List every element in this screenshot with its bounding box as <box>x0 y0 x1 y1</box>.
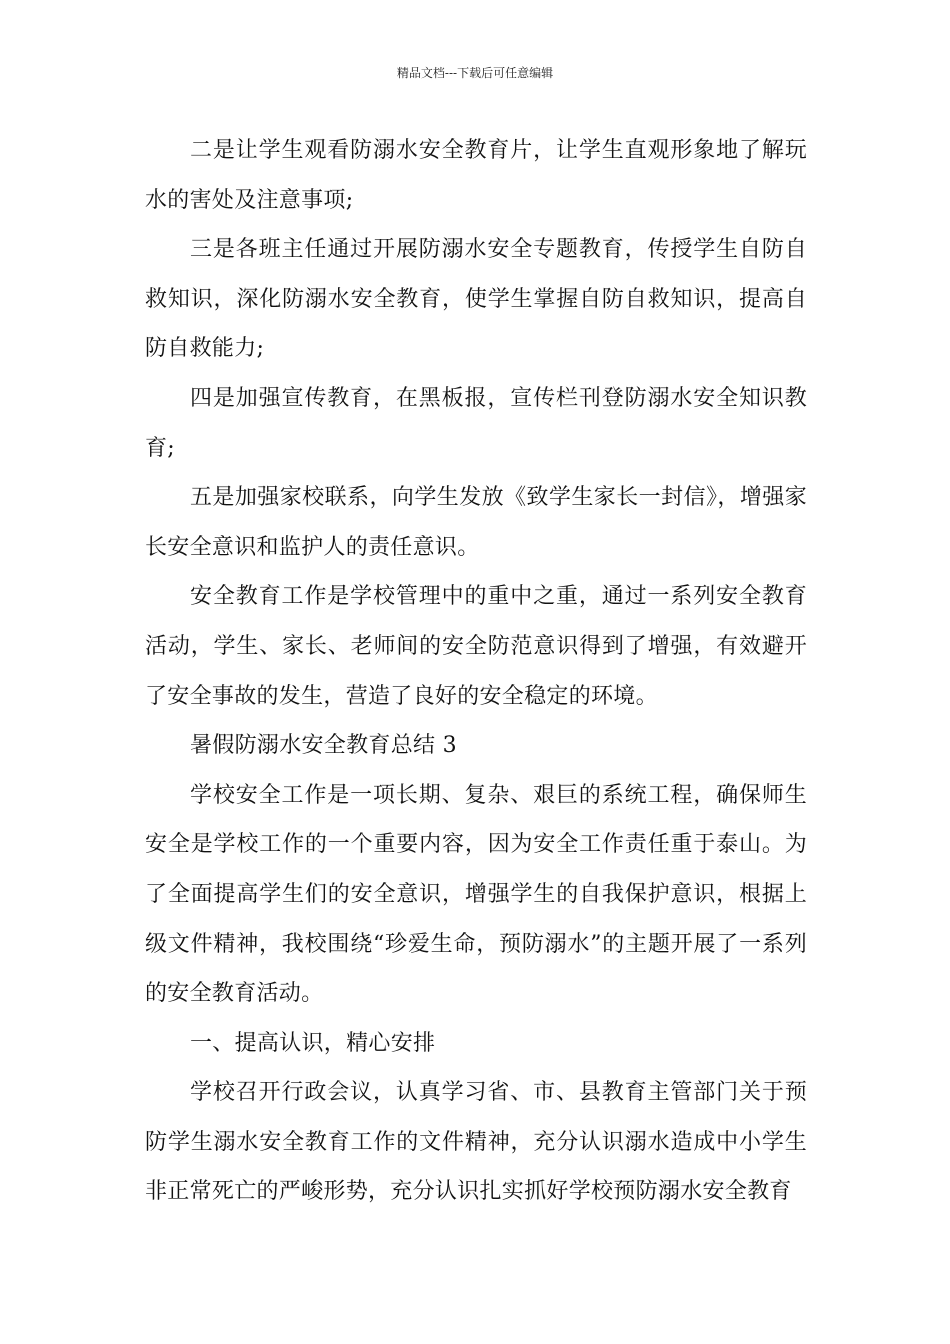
paragraph: 学校召开行政会议，认真学习省、市、县教育主管部门关于预防学生溺水安全教育工作的文件精神，充分认识溺水造成中小学生非正常死亡的严峻形势，充分认识扎实抓好学校预防溺水安全教育 <box>145 1080 807 1205</box>
document-body <box>145 126 807 1217</box>
paragraph: 二是让学生观看防溺水安全教育片，让学生直观形象地了解玩水的害处及注意事项; <box>145 138 807 213</box>
paragraph: 学校安全工作是一项长期、复杂、艰巨的系统工程，确保师生安全是学校工作的一个重要内容，因为安全工作责任重于泰山。为了全面提高学生们的安全意识，增强学生的自我保护意识，根据上级文件精神，我校围绕“珍爱生命，预防溺水”的主题开展了一系列的安全教育活动。 <box>145 782 807 1007</box>
paragraph: 四是加强宣传教育，在黑板报，宣传栏刊登防溺水安全知识教育; <box>145 385 807 461</box>
section-title: 暑假防溺水安全教育总结 3 <box>190 733 457 759</box>
page-header: 精品文档---下载后可任意编辑 <box>396 66 554 80</box>
paragraph: 安全教育工作是学校管理中的重中之重，通过一系列安全教育活动，学生、家长、老师间的安全防范意识得到了增强，有效避开了安全事故的发生，营造了良好的安全稳定的环境。 <box>145 584 807 709</box>
paragraph: 五是加强家校联系，向学生发放《致学生家长一封信》，增强家长安全意识和监护人的责任意识。 <box>145 485 807 560</box>
section-heading: 一、提高认识，精心安排 <box>190 1030 436 1056</box>
paragraph: 三是各班主任通过开展防溺水安全专题教育，传授学生自防自救知识，深化防溺水安全教育，使学生掌握自防自救知识，提高自防自救能力; <box>145 237 807 362</box>
